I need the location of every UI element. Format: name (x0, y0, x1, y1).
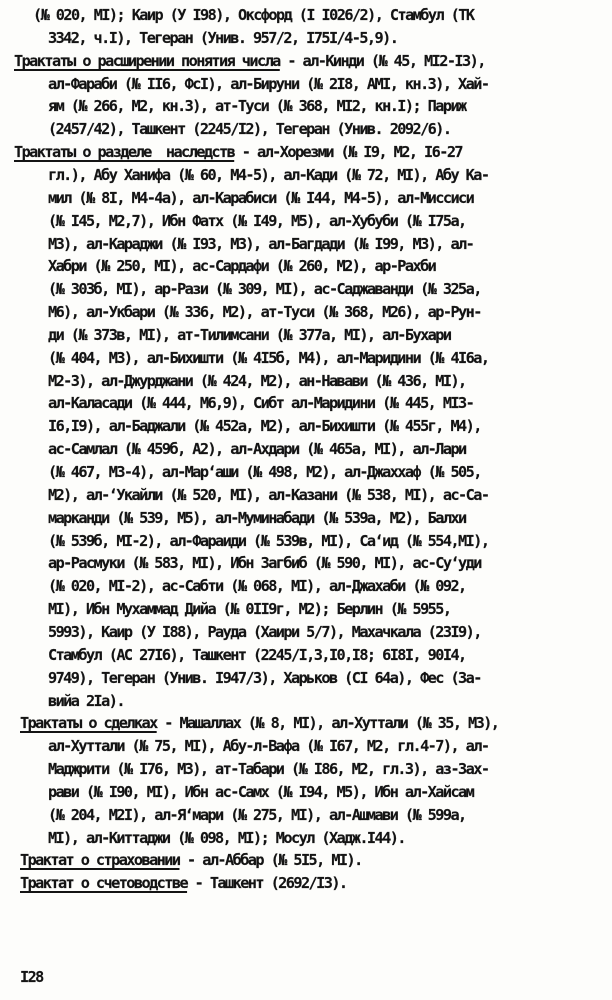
text-line (33, 4, 473, 26)
line-text: (№ 303б, МI), ар-Рази (№ 309, МI), ас-Саджаванди (№ 325а, (48, 280, 481, 299)
line-text: (№ 020, МI-2), ас-Сабти (№ 068, МI), ал-Джахаби (№ 092, (48, 577, 466, 596)
line-text: 5993), Каир (У I88), Рауда (Хаири 5/7), Махачкала (23I9), (48, 622, 481, 641)
line-text: ям (№ 266, М2, кн.3), ат-Туси (№ 368, МI2, кн.I); Париж (48, 97, 466, 116)
text-line (48, 415, 481, 437)
text-line (48, 27, 397, 49)
text-line (48, 827, 405, 849)
line-text: (№ 204, М2I), ал-Я‘мари (№ 275, МI), ал-Ашмави (№ 599а, (48, 805, 466, 824)
text-line (48, 758, 488, 780)
text-line (48, 644, 466, 666)
line-text: Маджрити (№ I76, М3), ат-Табари (№ I86, М2, гл.3), аз-Зах- (48, 760, 489, 779)
line-text: (№ 404, М3), ал-Бихишти (№ 4I5б, М4), ал-Маридини (№ 4I6а, (48, 348, 489, 367)
text-line (48, 118, 450, 140)
line-text: - ал-Аббар (№ 5I5, МI). (179, 851, 362, 870)
line-text: МI), Ибн Мухаммад Дийа (№ 0II9г, М2); Берлин (№ 5955, (48, 600, 451, 619)
text-line (48, 667, 481, 689)
line-text: (№ I45, М2,7), Ибн Фатх (№ I49, М5), ал-Хубуби (№ I75а, (48, 211, 466, 230)
line-text: М2-3), ал-Джурджани (№ 424, М2), ан-Навави (№ 436, МI), (48, 371, 466, 390)
text-line (48, 164, 488, 186)
text-line (20, 712, 498, 734)
line-text: - ал-Хорезми (№ I9, М2, I6-27 (234, 143, 463, 162)
page-number: I28 (20, 968, 43, 986)
text-line (48, 804, 466, 826)
line-text: - ал-Кинди (№ 45, МI2-I3), (279, 51, 485, 70)
text-line (48, 575, 466, 597)
text-line (48, 255, 435, 277)
text-line (48, 461, 481, 483)
line-text: Стамбул (АС 27I6), Ташкент (2245/I,3,I0,I8; 6I8I, 90I4, (48, 645, 466, 664)
line-text: - Машаллах (№ 8, МI), ал-Хуттали (№ 35, М3), (156, 714, 499, 733)
line-text: (№ 020, МI); Каир (У I98), Оксфорд (I I026/2), Стамбул (ТК (33, 6, 474, 24)
text-line (48, 187, 473, 209)
text-line (48, 690, 124, 712)
text-line (14, 50, 485, 72)
line-text: ал-Фараби (№ II6, ФсI), ал-Бируни (№ 2I8, АМI, кн.3), Хай- (48, 74, 489, 93)
text-line (48, 210, 466, 232)
text-line (48, 484, 488, 506)
text-line (48, 735, 488, 757)
text-line (14, 141, 462, 163)
text-line (48, 347, 488, 369)
line-text: ди (№ 373в, МI), ат-Тилимсани (№ 377а, МI), ал-Бухари (48, 325, 451, 344)
text-line (48, 95, 466, 117)
line-text: рави (№ I90, МI), Ибн ас-Самх (№ I94, М5), Ибн ал-Хайсам (48, 782, 474, 801)
section-heading: Трактат о страховании (20, 851, 180, 870)
line-text: ас-Самлал (№ 459б, А2), ал-Ахдари (№ 465а, МI), ал-Лари (48, 440, 466, 459)
line-text: ал-Хуттали (№ 75, МI), Абу-л-Вафа (№ I67, М2, гл.4-7), ал- (48, 737, 489, 756)
section-heading: Трактаты о разделе наследств (14, 143, 235, 162)
line-text: I6,I9), ал-Баджали (№ 452а, М2), ал-Бихишти (№ 455г, М4), (48, 417, 481, 436)
line-text: ар-Расмуки (№ 583, МI), Ибн Загбиб (№ 590, МI), ас-Су‘уди (48, 554, 481, 573)
text-line (48, 392, 473, 414)
line-text: ал-Каласади (№ 444, М6,9), Сибт ал-Маридини (№ 445, МI3- (48, 394, 474, 413)
line-text: М3), ал-Караджи (№ I93, М3), ал-Багдади (№ I99, М3), ал- (48, 234, 474, 253)
text-line (20, 849, 362, 871)
line-text: 3342, ч.I), Тегеран (Унив. 957/2, I75I/4-5,9). (48, 28, 398, 47)
text-line (20, 872, 347, 894)
line-text: (№ 539б, МI-2), ал-Фараиди (№ 539в, МI), Са‘ид (№ 554,МI), (48, 531, 489, 550)
line-text: Хабри (№ 250, МI), ас-Сардафи (№ 260, М2), ар-Рахби (48, 257, 436, 276)
text-line (48, 507, 466, 529)
line-text: марканди (№ 539, М5), ал-Муминабади (№ 539а, М2), Балхи (48, 508, 466, 527)
text-line (48, 621, 481, 643)
line-text: - Ташкент (2692/I3). (187, 874, 347, 893)
text-line (48, 301, 481, 323)
text-line (48, 370, 466, 392)
line-text: МI), ал-Киттаджи (№ 098, МI); Мосул (Хадж.I44). (48, 828, 405, 847)
text-line (48, 598, 450, 620)
line-text: М6), ал-Укбари (№ 336, М2), ат-Туси (№ 368, М26), ар-Рун- (48, 303, 481, 322)
line-text: гл.), Абу Ханифа (№ 60, М4-5), ал-Кади (№ 72, МI), Абу Ка- (48, 165, 489, 184)
text-line (48, 552, 481, 574)
text-line (48, 324, 450, 346)
section-heading: Трактат о счетоводстве (20, 874, 188, 893)
text-line (48, 781, 473, 803)
text-line (48, 438, 466, 460)
line-text: (№ 467, М3-4), ал-Мар‘аши (№ 498, М2), ал-Джаххаф (№ 505, (48, 463, 481, 481)
line-text: М2), ал-‘Укайли (№ 520, МI), ал-Казани (№ 538, МI), ас-Са- (48, 485, 489, 504)
section-heading: Трактаты о сделках (20, 714, 157, 733)
text-line (48, 530, 488, 552)
section-heading: Трактаты о расширении понятия числа (14, 51, 280, 70)
line-text: (2457/42), Ташкент (2245/I2), Тегеран (Унив. 2092/6). (48, 120, 451, 139)
text-line (48, 233, 473, 255)
text-line (48, 278, 481, 300)
text-line (48, 73, 488, 95)
line-text: мил (№ 8I, М4-4а), ал-Карабиси (№ I44, М4-5), ал-Миссиси (48, 188, 474, 207)
line-text: вийа 2Iа). (48, 691, 124, 710)
line-text: 9749), Тегеран (Унив. I947/3), Харьков (CI 64а), Фес (За- (48, 668, 481, 687)
